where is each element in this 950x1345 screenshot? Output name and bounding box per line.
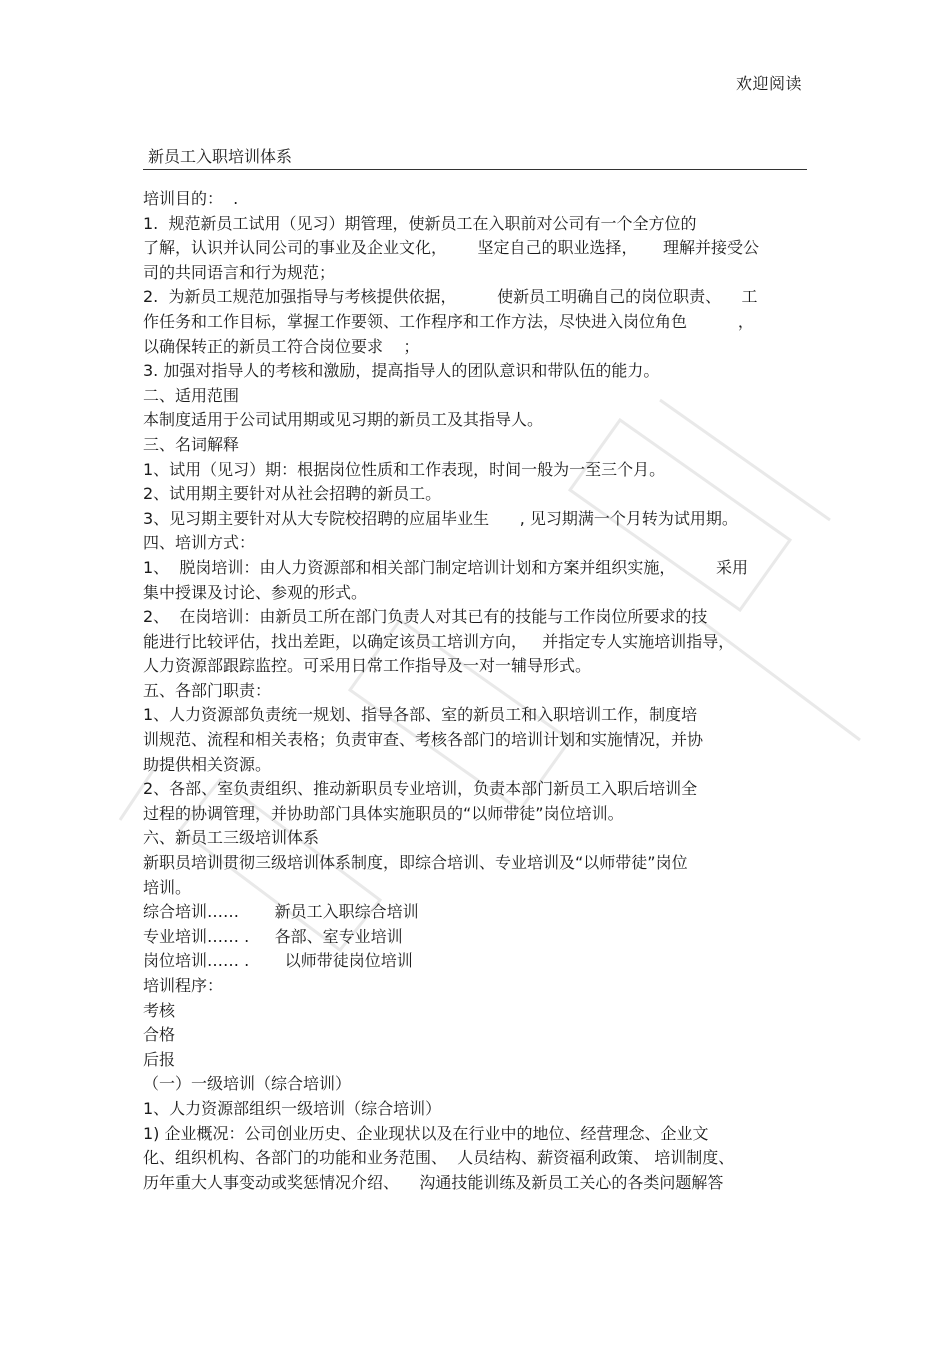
section-heading: （一）一级培训（综合培训）: [143, 1074, 352, 1094]
section-heading: 六、新员工三级培训体系: [143, 828, 320, 848]
body-line: 考核: [143, 1000, 176, 1020]
body-line: 本制度适用于公司试用期或见习期的新员工及其指导人。: [143, 410, 544, 430]
body-line: 岗位培训…… . 以师带徒岗位培训: [143, 951, 413, 971]
body-line: 作任务和工作目标，掌握工作要领、工作程序和工作方法，尽快进入岗位角色 ，: [143, 311, 754, 331]
header-welcome-text: 欢迎阅读: [735, 74, 802, 93]
body-line: 2、各部、室负责组织、推动新职员专业培训，负责本部门新员工入职后培训全: [143, 779, 698, 799]
body-line: 培训目的： .: [143, 189, 239, 208]
body-line: 人力资源部跟踪监控。可采用日常工作指导及一对一辅导形式。: [143, 656, 592, 676]
body-line: 化、组织机构、各部门的功能和业务范围、 人员结构、薪资福利政策、 培训制度、: [143, 1148, 735, 1168]
body-line: 能进行比较评估，找出差距，以确定该员工培训方向， 并指定专人实施培训指导，: [143, 631, 735, 651]
body-line: 司的共同语言和行为规范；: [143, 262, 336, 282]
body-line: 过程的协调管理，并协助部门具体实施职员的“以师带徒”岗位培训。: [143, 803, 624, 823]
body-line: 综合培训…… 新员工入职综合培训: [143, 902, 419, 922]
body-line: 培训。: [143, 877, 192, 897]
body-line: 培训程序：: [143, 976, 224, 995]
body-line: 合格: [143, 1025, 176, 1045]
document-title: 新员工入职培训体系: [148, 147, 293, 166]
body-line: 1) 企业概况：公司创业历史、企业现状以及在行业中的地位、经营理念、企业文: [143, 1123, 709, 1143]
body-line: 后报: [143, 1049, 176, 1069]
body-line: 了解，认识并认同公司的事业及企业文化， 坚定自己的职业选择， 理解并接受公: [143, 238, 759, 258]
body-line: 1、 脱岗培训：由人力资源部和相关部门制定培训计划和方案并组织实施， 采用: [143, 557, 749, 577]
body-line: 1、试用（见习）期：根据岗位性质和工作表现，时间一般为一至三个月。: [143, 459, 666, 479]
section-heading: 五、各部门职责：: [143, 680, 272, 700]
body-line: 2、试用期主要针对从社会招聘的新员工。: [143, 484, 442, 504]
body-line: 3. 加强对指导人的考核和激励，提高指导人的团队意识和带队伍的能力。: [143, 361, 660, 381]
section-heading: 三、名词解释: [143, 434, 240, 454]
body-line: 3、见习期主要针对从大专院校招聘的应届毕业生 , 见习期满一个月转为试用期。: [143, 508, 738, 528]
body-line: 历年重大人事变动或奖惩情况介绍、 沟通技能训练及新员工关心的各类问题解答: [143, 1172, 724, 1192]
body-line: 集中授课及讨论、参观的形式。: [143, 582, 368, 602]
body-line: 1、人力资源部负责统一规划、指导各部、室的新员工和入职培训工作，制度培: [143, 705, 698, 725]
section-heading: 四、培训方式：: [143, 533, 256, 553]
body-line: 助提供相关资源。: [143, 754, 272, 774]
body-line: 1、人力资源部组织一级培训（综合培训）: [143, 1098, 442, 1118]
body-line: 专业培训…… . 各部、室专业培训: [143, 926, 403, 946]
body-line: 以确保转正的新员工符合岗位要求 ；: [143, 336, 420, 356]
body-line: 训规范、流程和相关表格；负责审查、考核各部门的培训计划和实施情况，并协: [143, 730, 704, 750]
body-line: 新职员培训贯彻三级培训体系制度，即综合培训、专业培训及“以师带徒”岗位: [143, 853, 688, 873]
body-line: 1. 规范新员工试用（见习）期管理，使新员工在入职前对公司有一个全方位的: [143, 213, 697, 233]
document-body: [143, 187, 807, 1195]
section-heading: 二、适用范围: [143, 385, 240, 405]
body-line: 2、 在岗培训：由新员工所在部门负责人对其已有的技能与工作岗位所要求的技: [143, 607, 708, 627]
title-underline: [143, 169, 807, 170]
body-line: 2. 为新员工规范加强指导与考核提供依据， 使新员工明确自己的岗位职责、 工: [143, 287, 758, 307]
